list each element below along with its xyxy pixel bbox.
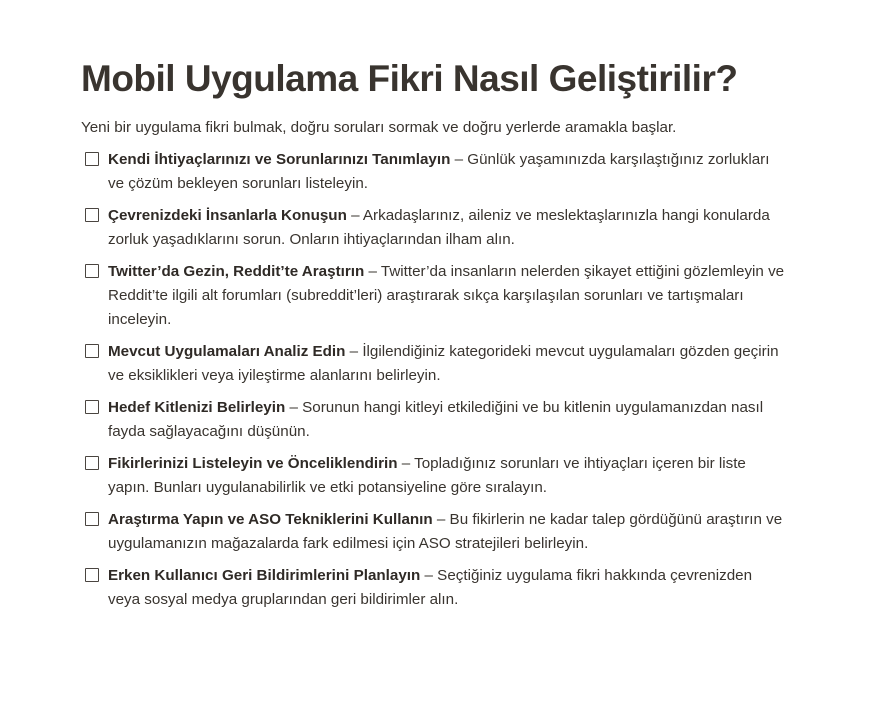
checklist-item-description: – Topladığınız sorunları ve ihtiyaçları içeren bir liste yapın. Bunları uygulanabilirlik ve etki potansiyeline göre sıralayın. [108,455,746,496]
checklist-item-text [108,452,788,500]
checklist-item [81,564,801,612]
checkbox[interactable] [85,400,99,414]
checklist-item [81,204,801,252]
intro-text: Yeni bir uygulama fikri bulmak, doğru soruları sormak ve doğru yerlerde aramakla başlar. [81,119,677,136]
checklist-item [81,508,801,556]
checklist-item-title: Araştırma Yapın ve ASO Tekniklerini Kullanın [108,511,433,528]
checklist-item-title: Çevrenizdeki İnsanlarla Konuşun [108,207,347,224]
checkbox[interactable] [85,512,99,526]
checklist-item-text [108,340,788,388]
checkbox[interactable] [85,208,99,222]
checklist-item [81,260,801,332]
checklist-item-description: – Günlük yaşamınızda karşılaştığınız zorlukları ve çözüm bekleyen sorunları listeleyin. [108,151,770,192]
page-title: Mobil Uygulama Fikri Nasıl Geliştirilir? [81,58,738,99]
checklist-item-description: – Sorunun hangi kitleyi etkilediğini ve bu kitlenin uygulamanızdan nasıl fayda sağlayacağını düşünün. [108,399,764,440]
checklist-item-text [108,508,788,556]
checklist-item [81,148,801,196]
checklist-item-title: Mevcut Uygulamaları Analiz Edin [108,343,346,360]
checklist-item-description: – Twitter’da insanların nelerden şikayet ettiğini gözlemleyin ve Reddit’te ilgili alt forumları (subreddit’leri) araştırarak sıkça karşılaşılan sorunları ve tartışmaları inceleyin. [108,263,785,328]
checklist-item-description: – Seçtiğiniz uygulama fikri hakkında çevrenizden veya sosyal medya gruplarından geri bildirimler alın. [108,567,753,608]
checklist-item-title: Hedef Kitlenizi Belirleyin [108,399,286,416]
checklist-item-title: Twitter’da Gezin, Reddit’te Araştırın [108,263,365,280]
checklist-item-text [108,396,788,444]
checklist-item-title: Erken Kullanıcı Geri Bildirimlerini Planlayın [108,567,421,584]
checklist-item [81,340,801,388]
checklist-item-description: – Bu fikirlerin ne kadar talep gördüğünü araştırın ve uygulamanızın mağazalarda fark edilmesi için ASO stratejileri belirleyin. [108,511,783,552]
checklist-item-text [108,148,788,196]
checkbox[interactable] [85,344,99,358]
checkbox[interactable] [85,152,99,166]
checkbox[interactable] [85,568,99,582]
checklist-item-title: Fikirlerinizi Listeleyin ve Önceliklendirin [108,455,398,472]
checklist-item-text [108,260,788,332]
checkbox[interactable] [85,264,99,278]
checklist-item-description: – Arkadaşlarınız, aileniz ve meslektaşlarınızla hangi konularda zorluk yaşadıklarını sorun. Onların ihtiyaçlarından ilham alın. [108,207,770,248]
checklist-item-text [108,204,788,252]
article [81,56,801,620]
checklist-item-text [108,564,788,612]
checklist-item-title: Kendi İhtiyaçlarınızı ve Sorunlarınızı Tanımlayın [108,151,451,168]
checklist [81,148,801,612]
checklist-item-description: – İlgilendiğiniz kategorideki mevcut uygulamaları gözden geçirin ve eksiklikleri veya iyileştirme alanlarını belirleyin. [108,343,779,384]
checklist-item [81,396,801,444]
checklist-item [81,452,801,500]
checkbox[interactable] [85,456,99,470]
